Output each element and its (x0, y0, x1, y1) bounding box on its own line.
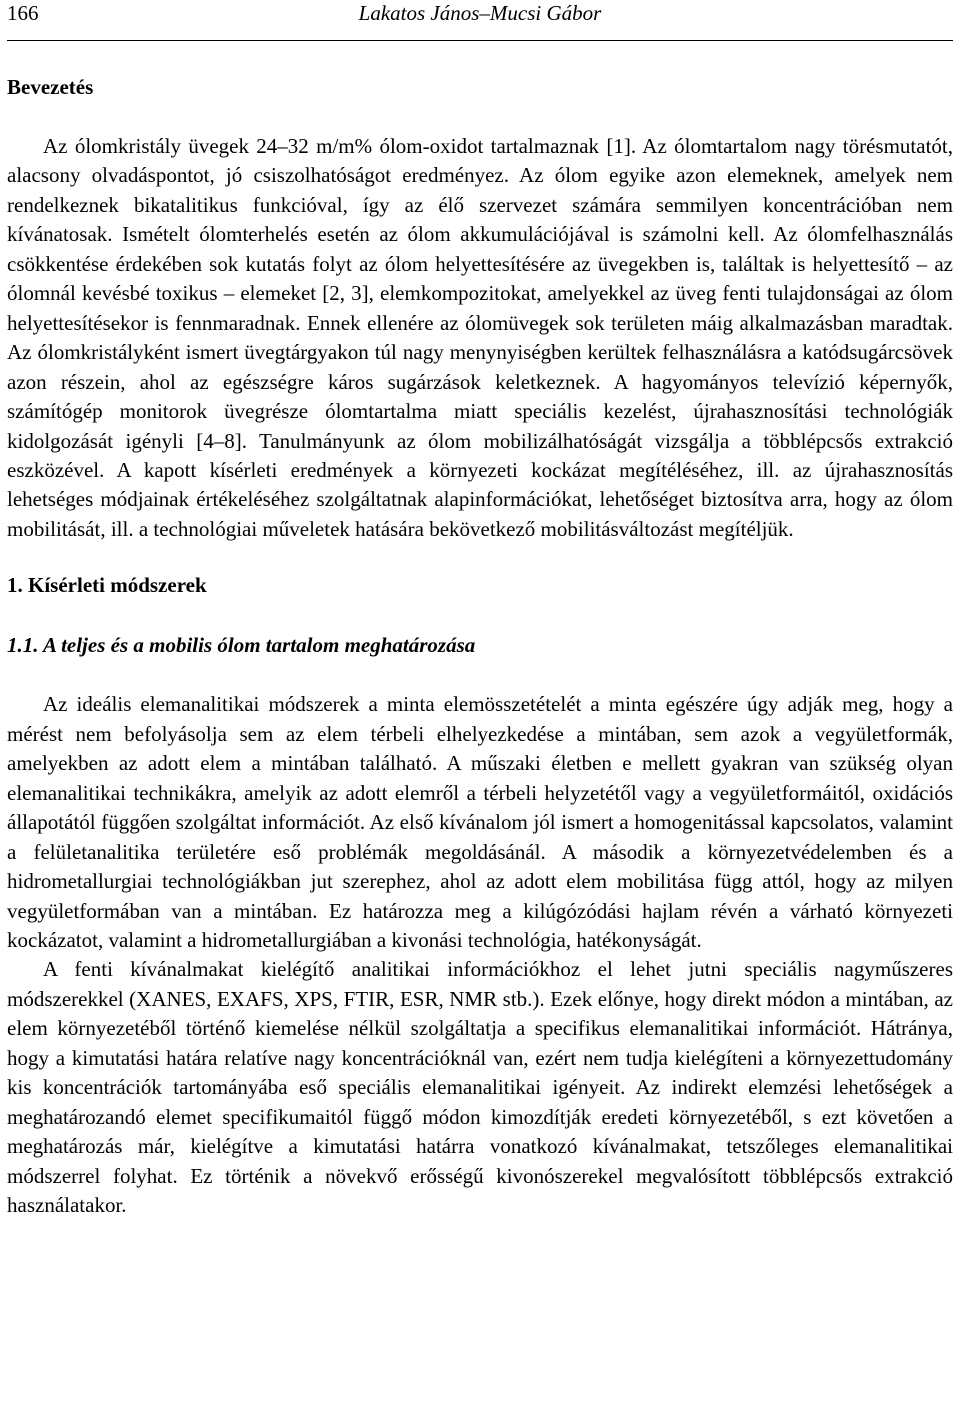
running-header-authors: Lakatos János–Mucsi Gábor (358, 1, 602, 25)
page (7, 0, 953, 1221)
page-number: 166 (7, 1, 39, 25)
heading-introduction: Bevezetés (7, 75, 94, 99)
paragraph-methods-1: Az ideális elemanalitikai módszerek a minta elemösszetételét a minta egészére úgy adják meg, hogy a mérést nem befolyásolja sem az elem térbeli elhelyezkedése a mintában, sem azok a vegyületformák, amelyekben az adott elem a mintában található. A műszaki életben e mellett gyakran van szükség olyan elemanalitikai technikákra, amelyik az adott elemről a térbeli helyzetétől vagy a vegyületformáitól, oxidációs állapotától függően szolgáltat információt. Az első kívánalom jól ismert a homogenitással kapcsolatos, valamint a felületanalitika területére eső problémák megoldásánál. A második a környezetvédelemben és a hidrometallurgiai technológiákban jut szerephez, ahol az adott elem mobilitása függ attól, hogy az milyen vegyületformában van a mintában. Ez határozza meg a kilúgózódási hajlam révén a várható környezeti kockázatot, valamint a hidrometallurgiában a kivonási technológia, hatékonyságát. (7, 692, 953, 952)
heading-subsection-1-1: 1.1. A teljes és a mobilis ólom tartalom meghatározása (7, 633, 476, 658)
running-header (7, 0, 953, 41)
paragraph-introduction: Az ólomkristály üvegek 24–32 m/m% ólom-oxidot tartalmaznak [1]. Az ólomtartalom nagy törésmutatót, alacsony olvadáspontot, jó csiszolhatóságot eredményez. Az ólom egyike azon elemeknek, amelyek nem rendelkeznek bikatalitikus funkcióval, így az élő szervezet számára semmilyen koncentrációban nem kívánatosak. Ismételt ólomterhelés esetén az ólom akkumulációjával is számolni kell. Az ólomfelhasználás csökkentése érdekében sok kutatás folyt az ólom helyettesítésére az üvegekben is, találtak is helyettesítő – az ólomnál kevésbé toxikus – elemeket [2, 3], elemkompozitokat, amelyekkel az üveg fenti tulajdonságai az ólom helyettesítésekor is fennmaradnak. Ennek ellenére az ólomüvegek sok területen máig alkalmazásban maradtak. Az ólomkristályként ismert üvegtárgyakon túl nagy menynyiségben kerültek felhasználásra a katódsugárcsövek azon részein, ahol az egészségre káros sugárzások keletkeznek. A hagyományos televízió képernyők, számítógép monitorok üvegrésze ólomtartalma miatt speciális kezelést, újrahasznosítási technológiák kidolgozását igényli [4–8]. Tanulmányunk az ólom mobilizálhatóságát vizsgálja a többlépcsős extrakció eszközével. A kapott kísérleti eredmények a környezeti kockázat megítéléséhez, ill. az újrahasznosítás lehetséges módjainak értékeléséhez szolgáltatnak alapinformációkat, lehetőséget biztosítva arra, hogy az ólom mobilitását, ill. a technológiai műveletek hatására bekövetkező mobilitásváltozást megítéljük. (7, 134, 953, 541)
paragraph-methods-2: A fenti kívánalmakat kielégítő analitikai információkhoz el lehet jutni speciális nagyműszeres módszerekkel (XANES, EXAFS, XPS, FTIR, ESR, NMR stb.). Ezek előnye, hogy direkt módon a mintában, az elem környezetéből történő kiemelése nélkül szolgáltatja a specifikus elemanalitikai információt. Hátránya, hogy a kimutatási határa relatíve nagy koncentrációknál van, ezért nem tudja kielégíteni a környezettudomány kis koncentrációk tartományába eső speciális elemanalitikai igényeit. Az indirekt elemzési lehetőségek a meghatározandó elemet specifikumaitól függő módon kimozdítják eredeti környezetéből, s ezt követően a meghatározás már, kielégítve a kimutatási határra vonatkozó kívánalmakat, tetszőleges elemanalitikai módszerrel folyhat. Ez történik a növekvő erősségű kivonószerekel megvalósított többlépcsős extrakció használatakor. (7, 957, 953, 1218)
heading-section-1: 1. Kísérleti módszerek (7, 573, 207, 598)
